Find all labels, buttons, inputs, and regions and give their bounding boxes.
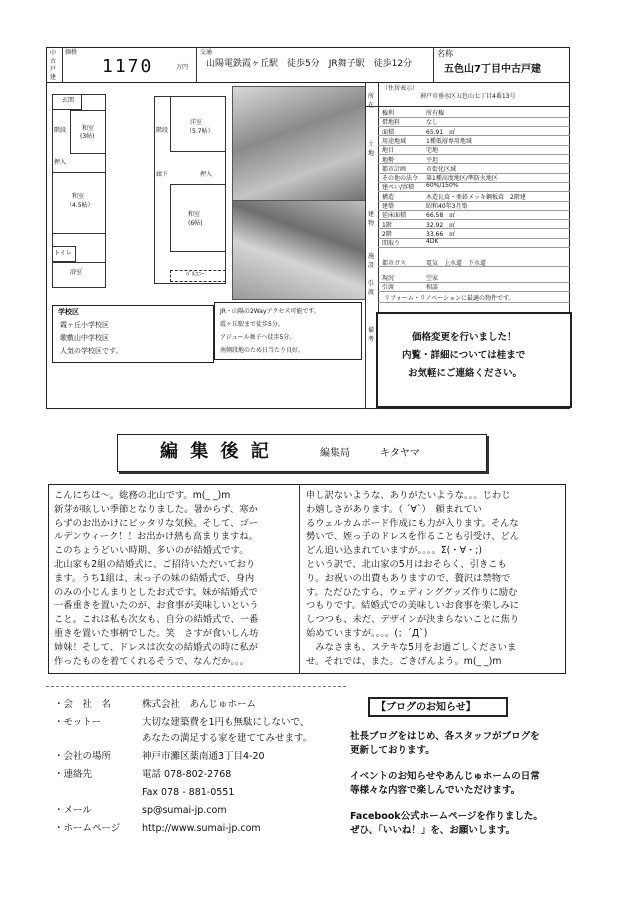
spec-key: 都市ガス (382, 259, 407, 267)
company-field-label: ・ホームページ (54, 823, 121, 834)
type-label: 中古戸建 (50, 50, 57, 81)
address-section-label: 所在 (368, 93, 375, 109)
spec-key: 延床面積 (382, 212, 407, 220)
editorial-line: 一番重きを置いたのが、お食事が美味しいという (54, 600, 259, 612)
editorial-title: 編 集 後 記 (160, 441, 272, 462)
address-value: 神戸市垂水区五色山七丁目4番13号 (420, 93, 516, 100)
spec-key: 間取り (382, 240, 401, 248)
spec-value: 所有権 (426, 110, 445, 117)
washitsu1-size: (3帖) (80, 133, 95, 140)
blog-title: 【ブログのお知らせ】 (376, 702, 476, 713)
spec-key: 現況 (382, 274, 395, 282)
spec-value: 32.92 ㎡ (426, 221, 456, 229)
spec-value: 相談 (426, 284, 439, 292)
editorial-line: 作ったものを着てくれるそうで、なんだか。。。 (54, 655, 250, 667)
company-field-label: ・連絡先 (54, 769, 93, 780)
spec-value: なし (426, 119, 439, 127)
spec-value: 市街化区域 (426, 165, 457, 173)
editorial-line: 重きを置いた事柄でした。笑 さすが食いしん坊 (54, 627, 259, 639)
spec-key: 用途地域 (382, 137, 407, 145)
editorial-line: るウェルカムボード作成にも力が入ります。そんな (306, 517, 519, 529)
stairs1-label: 階段 (54, 127, 67, 134)
company-field-value: 電話 078-802-2768 (142, 769, 232, 780)
price-value: 1170 (102, 56, 154, 77)
balcony-label: ﾊﾞﾙｺﾆｰ (186, 271, 205, 278)
building-section-label: 建物 (368, 211, 375, 227)
company-field-value: あなたの満足する家を建ててみせます。 (142, 733, 313, 744)
feature-item: 霞ヶ丘駅まで徒歩5分。 (220, 321, 284, 328)
notice-line: 内覧・詳細については桂まで (402, 350, 526, 361)
price-label: 価格 (65, 49, 78, 56)
editorial-line: つもりです。結婚式での美味しいお食事を楽しみに (306, 600, 520, 612)
spec-key: 地勢 (382, 156, 395, 164)
feature-item: 南側段地のため日当たり良好。 (220, 347, 305, 354)
spec-value: 空家 (426, 274, 439, 282)
editorial-right-column (306, 489, 562, 668)
editorial-dept: 編集局 (320, 448, 350, 459)
company-field-label: ・メール (54, 805, 92, 816)
stairs2-label: 階段 (156, 127, 169, 134)
editorial-line: しつつも、未だ、デザインが決まらないことに焦り (306, 614, 520, 626)
blog-line: 社長ブログをはじめ、各スタッフがブログを (350, 731, 540, 742)
editorial-line: せ。それでは、また。ごきげんよう。m(_ _)m (306, 655, 502, 667)
editorial-left-column (54, 489, 296, 668)
spec-key: その他の法令 (382, 175, 419, 183)
editorial-line: 申し訳ないような、ありがたいような。。。じわじ (306, 490, 511, 501)
editorial-line: 勢いで、姪っ子のドレスを作ることも引受け、どん (306, 531, 519, 543)
editorial-line: みなさまも、ステキな5月をお過ごしくださいま (306, 641, 517, 653)
blog-body (350, 730, 590, 850)
editorial-line: ます。うち1組は、末っ子の妹の結婚式で、身内 (54, 572, 255, 584)
company-field-value: 神戸市灘区薬南通3丁目4-20 (142, 751, 265, 762)
company-field-value: Fax 078 - 881-0551 (142, 787, 235, 798)
spec-key: 都市計画 (382, 165, 407, 173)
spec-key: 建ぺい/容積 (382, 184, 415, 192)
editorial-line: こんにちは〜。総務の北山です。m(_ _)m (54, 490, 231, 501)
blog-paragraph (350, 770, 590, 798)
school-item: 霞ヶ丘小学校区 (60, 321, 109, 329)
spec-key: 構造 (382, 193, 395, 201)
washitsu1-label: 和室 (82, 125, 95, 132)
editorial-line: 姉妹！そして、ドレスは次女の結婚式の時に私が (54, 641, 259, 653)
editorial-line: す。ただひたすら、ウェディンググッズ作りに励む (306, 586, 518, 598)
hallway-label: 廊下 (156, 171, 169, 178)
spec-key: 引渡 (382, 284, 395, 292)
spec-key: 1階 (382, 221, 392, 229)
company-field-value: 大切な建築費を1円も無駄にしないで、 (142, 717, 310, 728)
feature-item: JR・山陽の2Wayアクセス可能です。 (220, 308, 320, 315)
transfer-section-label: 引渡 (368, 280, 375, 296)
spec-value: 1種低層専用地域 (426, 137, 472, 145)
editorial-line: こと。これは私も次女も、自分の結婚式で、一番 (54, 614, 259, 626)
spec-key: 面積 (382, 128, 395, 136)
facility-section-label: 施設 (368, 253, 375, 269)
blog-paragraph (350, 810, 590, 838)
school-title: 学校区 (58, 308, 79, 316)
blog-line: ぜひ、「いいね！」を、お願いします。 (350, 825, 516, 836)
entrance-label: 玄関 (62, 97, 75, 104)
spec-key: 建築 (382, 203, 395, 210)
land-section-label: 土地 (368, 141, 375, 157)
school-item: 歌敷山中学校区 (60, 334, 109, 342)
washitsu2-label: 和室 (72, 193, 85, 200)
spec-value: 66.58 ㎡ (426, 212, 456, 220)
blog-line: Facebook公式ホームページを作りました。 (350, 811, 543, 822)
company-field-label: ・モットー (54, 717, 102, 728)
spec-value: リフォーム・リノベーションに最適の物件です。 (384, 295, 515, 303)
bath-label: 浴室 (70, 269, 83, 276)
spec-key: 権利 (382, 110, 395, 117)
blog-paragraph (350, 730, 590, 758)
spec-value: 昭和40年3月築 (426, 203, 468, 210)
blog-line: 更新しております。 (350, 745, 435, 756)
floor-plan (48, 86, 230, 298)
editorial-line: 始めていますが。。。。(；´Д`) (306, 627, 428, 639)
company-field-value[interactable]: sp@sumai-jp.com (142, 805, 227, 816)
spec-key: 借地料 (382, 119, 401, 127)
toilet-label: トイレ (54, 250, 72, 257)
oshiire1-label: 押入 (54, 159, 67, 166)
washitsu3-label: 和室 (188, 211, 201, 218)
property-name: 五色山7丁目中古戸建 (444, 64, 541, 75)
notes-section-label: 備考 (368, 327, 375, 343)
school-item: 人気の学校区です。 (60, 347, 123, 355)
street-view-photo (232, 200, 366, 300)
blog-line: 等様々な内容で楽しんでいただけます。 (350, 785, 521, 796)
spec-value: 33.66 ㎡ (426, 230, 456, 238)
name-label: 名称 (437, 49, 453, 58)
editorial-line: ルデンウィーク！！お出かけ熱も高まりますね。 (54, 531, 258, 543)
washitsu2-size: （4.5帖） (66, 202, 94, 209)
transport-value: 山陽電鉄霞ヶ丘駅 徒歩5分 JR舞子駅 徒歩12分 (206, 59, 413, 69)
address-note: （住居表示） (382, 85, 419, 92)
spec-value: 第1種高度地区/準防火地区 (426, 175, 498, 183)
editorial-line: どん追い込まれていますが。。。。Σ(・∀・;) (306, 545, 483, 557)
editorial-line: り。お祝いの出費もありますので、贅沢は禁物で (306, 572, 511, 584)
price-unit: 万円 (176, 64, 189, 71)
spec-value: 木造瓦葺・亜鉛メッキ鋼板葺 2階建 (426, 193, 526, 201)
spec-key: 地目 (382, 147, 395, 155)
blog-line: イベントのお知らせやあんじゅホームの日常 (350, 771, 540, 782)
spec-value: 60%/150% (426, 182, 459, 190)
company-field-label: ・会社の場所 (54, 751, 112, 762)
notice-line: 価格変更を行いました！ (412, 332, 517, 343)
oshiire2-label: 押入 (200, 171, 213, 178)
yoshitsu-label: 洋室 (190, 119, 203, 126)
editorial-line: らずのお出かけにピッタリな気候。そして、ゴー (54, 517, 258, 529)
editorial-line: 北山家も2組の結婚式に、ご招待いただいており (54, 558, 256, 570)
editorial-line: という訳で、北山家の5月はおそらく、引きこも (306, 558, 507, 570)
editorial-line: このちょうどいい時期、多いのが結婚式です。 (54, 545, 249, 557)
company-info (46, 700, 346, 850)
company-field-value[interactable]: http://www.sumai-jp.com (142, 823, 261, 834)
spec-value: 4DK (426, 238, 439, 246)
editorial-line: 新芽が眩しい季節となりました。暑からず、寒か (54, 503, 258, 515)
company-field-value: 株式会社 あんじゅホーム (142, 699, 257, 710)
editorial-line: わ嬉しさがあります。（ ´∀`） 頼まれてい (306, 503, 482, 515)
notice-line: お気軽にご連絡ください。 (408, 368, 523, 379)
spec-value: 平坦 (426, 156, 439, 164)
transport-label: 交通 (200, 49, 213, 56)
spec-value: 65.91 ㎡ (426, 128, 456, 136)
house-exterior-photo (232, 86, 366, 202)
spec-value: 宅地 (426, 147, 439, 155)
washitsu3-size: (6帖) (188, 220, 203, 227)
spec-value: 電気 上水道 下水道 (426, 259, 487, 267)
company-field-label: ・会 社 名 (54, 699, 112, 710)
feature-item: アジュール舞子へ徒歩5分。 (220, 334, 296, 341)
editorial-line: のみの小じんまりとしたお式です。妹が結婚式で (54, 586, 258, 598)
spec-key: 2階 (382, 230, 392, 238)
yoshitsu-size: （5.7帖） (186, 128, 214, 135)
editorial-author: キタヤマ (380, 448, 420, 459)
